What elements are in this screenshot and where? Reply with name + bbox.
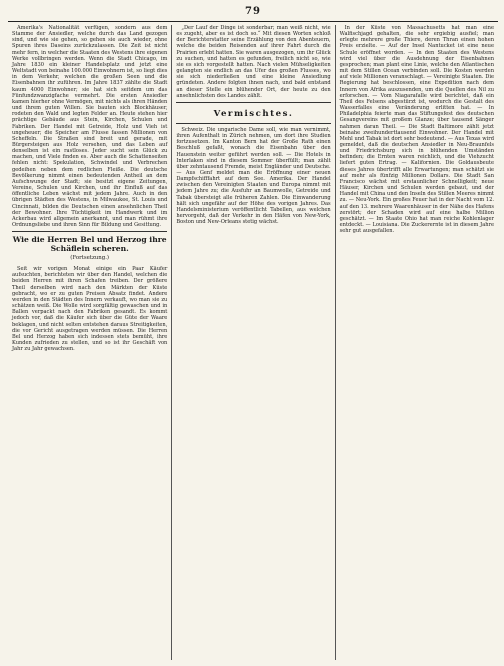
header-rule (8, 21, 498, 22)
text-columns (8, 25, 498, 660)
article-heading-sub: (Fortsetzung.) (70, 255, 110, 262)
column-left (8, 25, 171, 660)
article-left-top (12, 25, 167, 228)
section-title: Vermischtes. (213, 108, 294, 119)
divider (12, 231, 167, 232)
column-right (335, 25, 498, 660)
article-middle-bottom (176, 127, 330, 226)
newspaper-page (8, 6, 498, 660)
column-middle (171, 25, 334, 660)
divider (176, 102, 330, 103)
article-heading-title: Wie die Herren Bel und Herzog ihre Schäflein scheren. (12, 235, 167, 254)
paragraph: Schweiz. Die ungarische Dame soll, wie man vernimmt, ihren Aufenthalt in Zürich nehmen, um dort ihre Studien fortzusetzen. Im Kanton Bern hat der Große Rath einen Beschluß gefaßt, wonach die Eisenbahn über den Hauenstein weiter geführt werden soll. — Die Hotels in Interlaken sind in diesem Sommer überfüllt; man zählt über zehntausend Fremde, meist Engländer und Deutsche. — Aus Genf meldet man die Eröffnung einer neuen Dampfschifffahrt auf dem See. Amerika. Der Handel zwischen den Vereinigten Staaten und Europa nimmt mit jedem Jahre zu; die Ausfuhr an Baumwolle, Getreide und Tabak übersteigt alle früheren Zahlen. Die Einwanderung hält sich ungefähr auf der Höhe des vorigen Jahres. Das Handelsministerium veröffentlicht Tabellen, aus welchen hervorgeht, daß der Verkehr in den Häfen von New-York, Boston und New-Orleans stetig wächst. (176, 126, 331, 226)
paragraph: In der Küste von Massachusetts hat man eine Walfischjagd gehalten, die sehr ergiebig ausfiel; man erlegte mehrere große Thiere, deren Thran einen hohen Preis erzielte. — Auf der Insel Nantucket ist eine neue Schule eröffnet worden. — In den Staaten des Westens wird viel über die Ausdehnung der Eisenbahnen gesprochen; man plant eine Linie, welche den Atlantischen mit dem Stillen Ocean verbinden soll. Die Kosten werden auf viele Millionen veranschlagt. — Vereinigte Staaten. Die Regierung hat beschlossen, eine Expedition nach dem Innern von Afrika auszusenden, um die Quellen des Nil zu erforschen. — Vom Niagarafalle wird berichtet, daß ein Theil des Felsens abgestürzt ist, wodurch die Gestalt des Wasserfalles eine Veränderung erlitten hat. — In Philadelphia feierte man das Stiftungsfest des deutschen Gesangvereins mit großem Glanze; über tausend Sänger nahmen daran Theil. — Die Stadt Baltimore zählt jetzt beinahe zweihunderttausend Einwohner. Der Handel mit Mehl und Tabak ist dort sehr bedeutend. — Aus Texas wird gemeldet, daß die deutschen Ansiedler in Neu-Braunfels und Friedrichsburg sich in blühenden Umständen befinden; die Ernten waren reichlich, und die Viehzucht liefert guten Ertrag. — Kalifornien. Die Goldausbeute dieses Jahres übertrifft alle Erwartungen; man schätzt sie auf mehr als fünfzig Millionen Dollars. Die Stadt San Francisco wächst mit erstaunlicher Schnelligkeit; neue Häuser, Kirchen und Schulen werden gebaut, und der Handel mit China und den Inseln des Stillen Meeres nimmt zu. — Neu-York. Ein großes Feuer hat in der Nacht vom 12. auf den 13. mehrere Waarenhäuser in der Nähe des Hafens zerstört; der Schaden wird auf eine halbe Million geschätzt. — Im Staate Ohio hat man reiche Kohlenlager entdeckt. — Louisiana. Die Zuckerernte ist in diesem Jahre sehr gut ausgefallen. (339, 25, 494, 235)
paragraph: „Der Lauf der Dinge ist sonderbar; man weiß nicht, wie es zugeht, aber es ist doch so.“ Mit diesen Worten schloß der Berichterstatter seine Erzählung von den Abenteuern, welche die beiden Reisenden auf ihrer Fahrt durch die Prairien erlebt hatten. Sie waren ausgezogen, um ihr Glück zu suchen, und hatten es gefunden, freilich nicht so, wie sie es sich vorgestellt hatten. Nach vielen Mühseligkeiten gelangten sie endlich an das Ufer des großen Flusses, wo sie sich niederließen und eine kleine Ansiedlung gründeten. Andere folgten ihnen nach, und bald entstand an dieser Stelle ein blühender Ort, der heute zu den ansehnlichsten des Landes zählt. (176, 25, 331, 99)
paragraph: Seit wir vorigen Monat einige ein Paar Käufer aufsuchten, berichteten wir über den Handel, welchen die beiden Herren mit ihren Schafen treiben. Der größere Theil derselben wird nach den Märkten der Küste gebracht, wo er zu guten Preisen Absatz findet. Andere werden in den Städten des Innern verkauft, wo man sie zu schätzen weiß. Die Wolle wird sorgfältig gewaschen und in Ballen verpackt nach den Fabriken gesandt. Es kommt jedoch vor, daß die Käufer sich über die Güte der Waare beklagen, und nicht selten entstehen daraus Streitigkeiten, die vor Gericht ausgetragen werden müssen. Die Herren Bel und Herzog haben sich indessen stets bemüht, ihre Kunden zufrieden zu stellen, und so ist ihr Geschäft von Jahr zu Jahr gewachsen. (12, 266, 168, 353)
divider (176, 123, 330, 124)
article-heading (12, 235, 167, 263)
article-left-bottom (12, 266, 167, 352)
paragraph: Amerika's Nationalität verfügen, sondern aus dem Stamme der Ansiedler, welche durch das Land gezogen sind, und wie sie gehen, so gehen sie auch wieder, ohne Spuren ihres Daseins zurückzulassen. Die Zeit ist nicht mehr fern, in welcher die Staaten des Westens ihre eigenen Werke vollbringen werden. Wenn die Stadt Chicago, im Jahre 1830 ein kleiner Handelsplatz und jetzt eine Weltstadt von beinahe 100.000 Einwohnern ist, so liegt dies in dem Verkehr, welchen die großen Seen und die Eisenbahnen ihr zuführen. Im Jahre 1837 zählte die Stadt kaum 4000 Einwohner; sie hat sich seitdem um das Fünfundzwanzigfache vermehrt. Die ersten Ansiedler kamen hierher ohne Vermögen, mit nichts als ihren Händen und ihrem guten Willen. Sie bauten sich Blockhäuser, rodeten den Wald und legten Felder an. Heute stehen hier prächtige Gebäude aus Stein, Kirchen, Schulen und Fabriken. Der Handel mit Getreide, Holz und Vieh ist ungeheuer; die Speicher am Flusse fassen Millionen von Scheffeln. Die Straßen sind breit und gerade, mit Bürgersteigen aus Holz versehen, und das Leben auf denselben ist ein rastloses. Jeder sucht sein Glück zu machen, und Viele finden es. Aber auch die Schattenseiten fehlen nicht: Spekulation, Schwindel und Verbrechen gedeihen neben dem redlichen Fleiße. Die deutsche Bevölkerung nimmt einen bedeutenden Antheil an dem Aufschwunge der Stadt; sie besitzt eigene Zeitungen, Vereine, Schulen und Kirchen, und ihr Einfluß auf das öffentliche Leben wächst mit jedem Jahre. Auch in den übrigen Städten des Westens, in Milwaukee, St. Louis und Cincinnati, bilden die Deutschen einen ansehnlichen Theil der Bewohner. Ihre Tüchtigkeit im Handwerk und im Ackerbau wird allgemein anerkannt, und man rühmt ihre Ordnungsliebe und ihren Sinn für Bildung und Gesittung. (12, 25, 168, 228)
page-number: 79 (245, 6, 261, 17)
article-right (340, 25, 494, 234)
article-middle-top (176, 25, 330, 99)
